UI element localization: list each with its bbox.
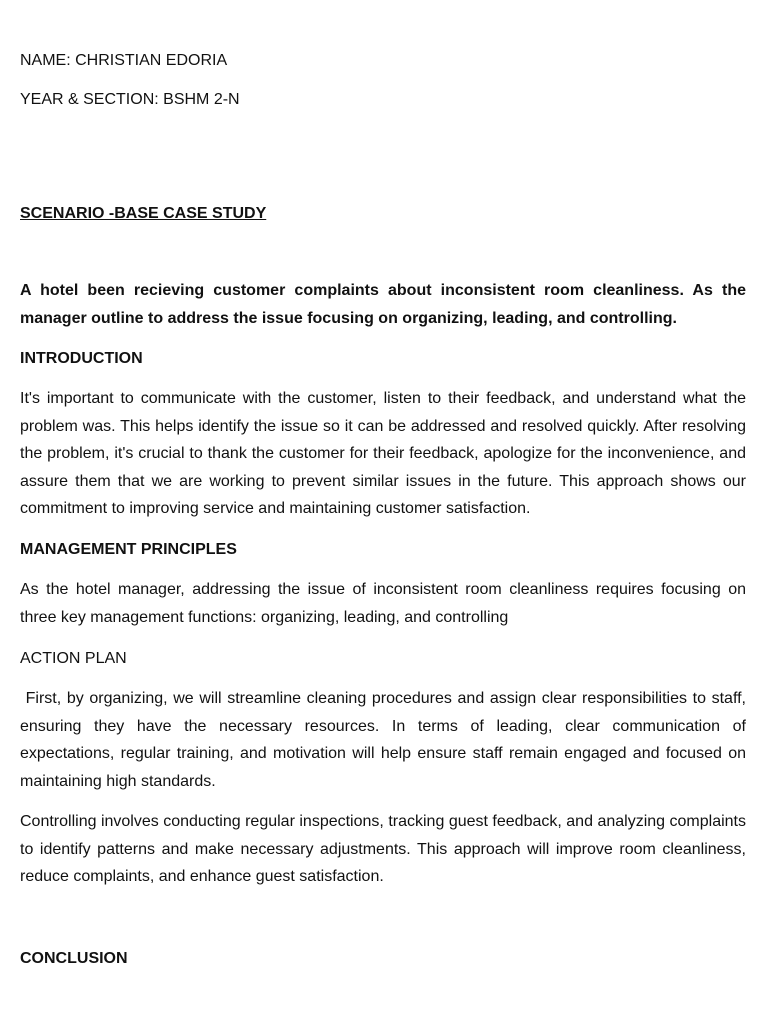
action-plan-paragraph-1: First, by organizing, we will streamline cleaning procedures and assign clear responsibilities to staff, ensuring they have the necessary resources. In terms of leading, clear communication of expectations, regular training, and motivation will help ensure staff remain engaged and focused on maintaining high standards.	[20, 690, 751, 790]
introduction-body: It's important to communicate with the customer, listen to their feedback, and understand what the problem was. This helps identify the issue so it can be addressed and resolved quickly. After resolving the problem, it's crucial to thank the customer for their feedback, apologize for the inconvenience, and assure them that we are working to prevent similar issues in the future. This approach shows our commitment to improving service and maintaining customer satisfaction.	[20, 390, 746, 517]
year-section: YEAR & SECTION: BSHM 2-N	[20, 91, 240, 108]
management-principles-heading: MANAGEMENT PRINCIPLES	[20, 541, 237, 558]
action-plan-paragraph-2: Controlling involves conducting regular inspections, tracking guest feedback, and analyzing complaints to identify patterns and make necessary adjustments. This approach will improve room cleanliness, reduce complaints, and enhance guest satisfaction.	[20, 813, 746, 885]
document-title: SCENARIO -BASE CASE STUDY	[20, 205, 267, 222]
scenario-statement: A hotel been recieving customer complaints about inconsistent room cleanliness. As the manager outline to address the issue focusing on organizing, leading, and controlling.	[20, 282, 746, 327]
introduction-heading: INTRODUCTION	[20, 350, 143, 367]
conclusion-heading: CONCLUSION	[20, 950, 128, 967]
action-plan-heading: ACTION PLAN	[20, 650, 127, 667]
student-name: NAME: CHRISTIAN EDORIA	[20, 52, 228, 69]
management-principles-body: As the hotel manager, addressing the issue of inconsistent room cleanliness requires focusing on three key management functions: organizing, leading, and controlling	[20, 581, 746, 626]
